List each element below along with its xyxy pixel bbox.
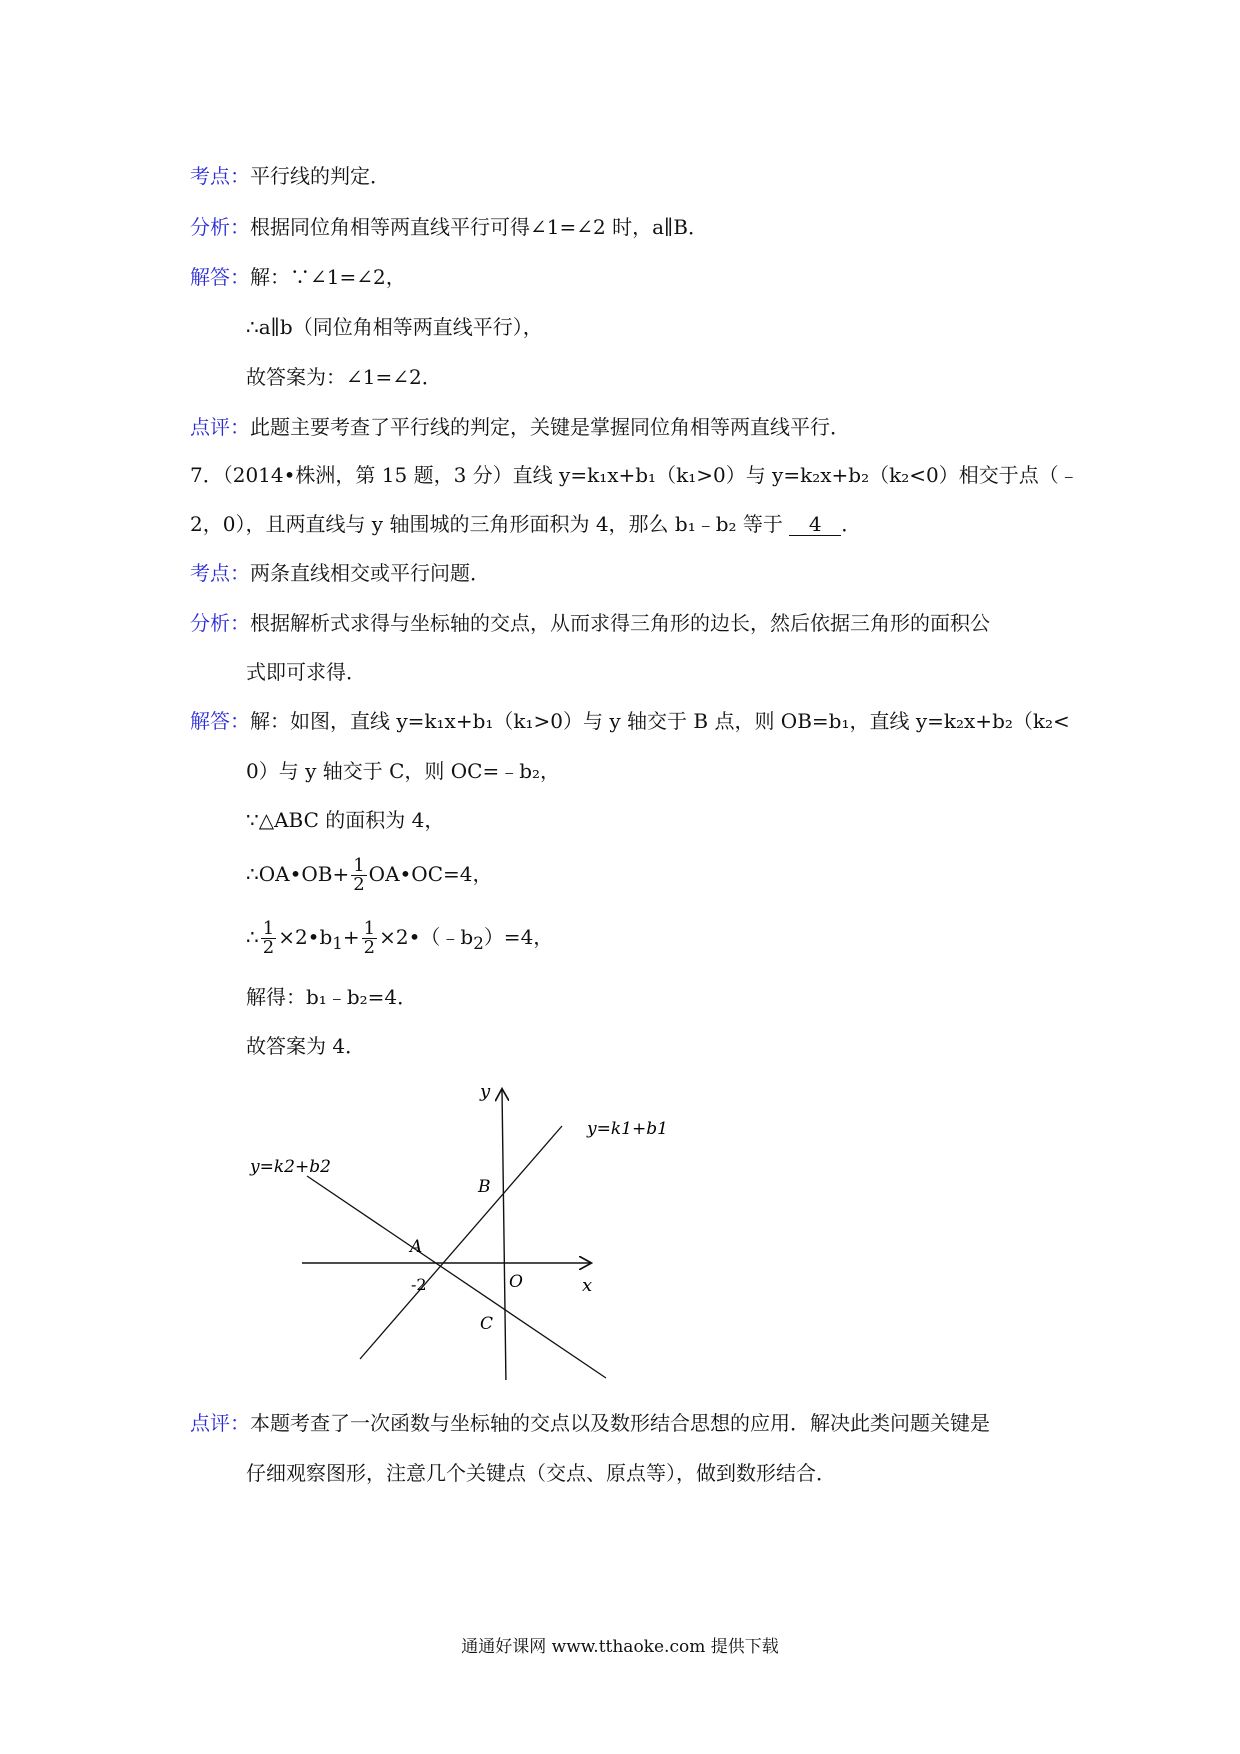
- fraction-denominator: 2: [363, 937, 376, 958]
- q7-dianping-line2: 仔细观察图形，注意几个关键点（交点、原点等），做到数形结合．: [246, 1461, 836, 1485]
- jieda-label: 解答: [190, 265, 230, 289]
- q7-jieda-line1: 解：如图，直线 y=k₁x+b₁（k₁>0）与 y 轴交于 B 点，则 OB=b₁，直线 y=k₂x+b₂（k₂<: [250, 709, 1070, 733]
- q7-fenxi-line2: 式即可求得．: [246, 660, 366, 684]
- point-c-label: C: [480, 1314, 494, 1334]
- q7-fenxi-row: [190, 608, 990, 638]
- point-a-label: A: [410, 1237, 423, 1257]
- dianping-label: 点评: [190, 415, 230, 439]
- tick-neg2-label: -2: [411, 1275, 427, 1294]
- jieda-label: 解答: [190, 709, 230, 733]
- kaodian-label: 考点: [190, 164, 230, 188]
- fraction-one-half: [351, 857, 366, 894]
- q6-kaodian-text: 平行线的判定．: [250, 164, 390, 188]
- line-k2: [307, 1176, 606, 1378]
- q7-stem-text: 2，0），且两直线与 y 轴围城的三角形面积为 4，那么 b₁﹣b₂ 等于: [190, 512, 783, 536]
- q7-kaodian-text: 两条直线相交或平行问题．: [250, 561, 490, 585]
- equation-result: ）=4，: [483, 925, 554, 949]
- line1-label: y=k1+b1: [587, 1119, 668, 1139]
- page-footer: 通通好课网 www.tthaoke.com 提供下载: [461, 1637, 779, 1657]
- subscript-2: 2: [473, 934, 484, 953]
- coordinate-figure: [240, 1080, 700, 1380]
- label-colon: ：: [230, 215, 250, 239]
- dianping-label: 点评: [190, 1411, 230, 1435]
- subscript-1: 1: [332, 934, 343, 953]
- line-k1: [360, 1126, 562, 1359]
- fraction-denominator: 2: [353, 874, 365, 895]
- q7-dianping-row: [190, 1408, 990, 1438]
- point-b-label: B: [478, 1177, 491, 1197]
- q7-jieda-line3: ∵△ABC 的面积为 4，: [246, 808, 445, 832]
- q7-jieda-line6: 解得：b₁﹣b₂=4．: [246, 985, 418, 1009]
- equation-therefore: ∴: [246, 925, 259, 949]
- q6-jieda-line1: 解：∵∠1=∠2，: [250, 265, 406, 289]
- equation-suffix: OA•OC=4，: [368, 862, 493, 886]
- q6-kaodian-row: [190, 161, 390, 191]
- q7-jieda-line7: 故答案为 4．: [246, 1034, 366, 1058]
- q6-jieda-line3: 故答案为：∠1=∠2．: [246, 365, 442, 389]
- q7-jieda-line4: [246, 852, 493, 896]
- fraction-numerator: 1: [353, 855, 365, 876]
- label-colon: ：: [230, 709, 250, 733]
- equation-term1: ×2•b: [278, 925, 333, 949]
- line2-label: y=k2+b2: [250, 1157, 331, 1177]
- q7-stem-line2: [190, 509, 861, 539]
- axis-y-label: y: [480, 1081, 491, 1102]
- q7-dianping-text: 本题考查了一次函数与坐标轴的交点以及数形结合思想的应用．解决此类问题关键是: [250, 1411, 990, 1435]
- label-colon: ：: [230, 415, 250, 439]
- fenxi-label: 分析: [190, 215, 230, 239]
- q6-fenxi-text: 根据同位角相等两直线平行可得∠1=∠2 时，a∥B．: [250, 215, 708, 239]
- q6-jieda-line2: ∴a∥b（同位角相等两直线平行），: [246, 315, 543, 339]
- q7-jieda-line5: [246, 915, 553, 966]
- fenxi-label: 分析: [190, 611, 230, 635]
- equation-term2: ×2•（﹣b: [379, 925, 474, 949]
- label-colon: ：: [230, 265, 250, 289]
- q6-dianping-text: 此题主要考查了平行线的判定，关键是掌握同位角相等两直线平行．: [250, 415, 850, 439]
- q7-stem-end: ．: [841, 512, 862, 536]
- q7-stem-line1: 7．（2014•株洲，第 15 题，3 分）直线 y=k₁x+b₁（k₁>0）与 y=k₂x+b₂（k₂<0）相交于点（﹣: [190, 463, 1079, 487]
- answer-blank: 4: [789, 513, 841, 536]
- fraction-one-half: [362, 920, 377, 957]
- fraction-one-half: [261, 920, 276, 957]
- fraction-denominator: 2: [262, 937, 275, 958]
- fraction-numerator: 1: [363, 918, 376, 939]
- fraction-numerator: 1: [262, 918, 275, 939]
- kaodian-label: 考点: [190, 561, 230, 585]
- q7-fenxi-text: 根据解析式求得与坐标轴的交点，从而求得三角形的边长，然后依据三角形的面积公: [250, 611, 990, 635]
- y-axis: [502, 1090, 506, 1380]
- label-colon: ：: [230, 561, 250, 585]
- label-colon: ：: [230, 1411, 250, 1435]
- q7-kaodian-row: [190, 558, 490, 588]
- label-colon: ：: [230, 611, 250, 635]
- equation-plus: +: [342, 925, 360, 949]
- label-colon: ：: [230, 164, 250, 188]
- q7-jieda-row: [190, 706, 1070, 736]
- equation-prefix: ∴OA•OB+: [246, 862, 350, 886]
- axis-x-label: x: [582, 1275, 593, 1296]
- q6-fenxi-row: [190, 212, 708, 242]
- q6-dianping-row: [190, 412, 850, 442]
- q6-jieda-row: [190, 262, 406, 292]
- origin-label: O: [509, 1272, 523, 1292]
- q7-jieda-line2: 0）与 y 轴交于 C，则 OC=﹣b₂，: [246, 759, 561, 783]
